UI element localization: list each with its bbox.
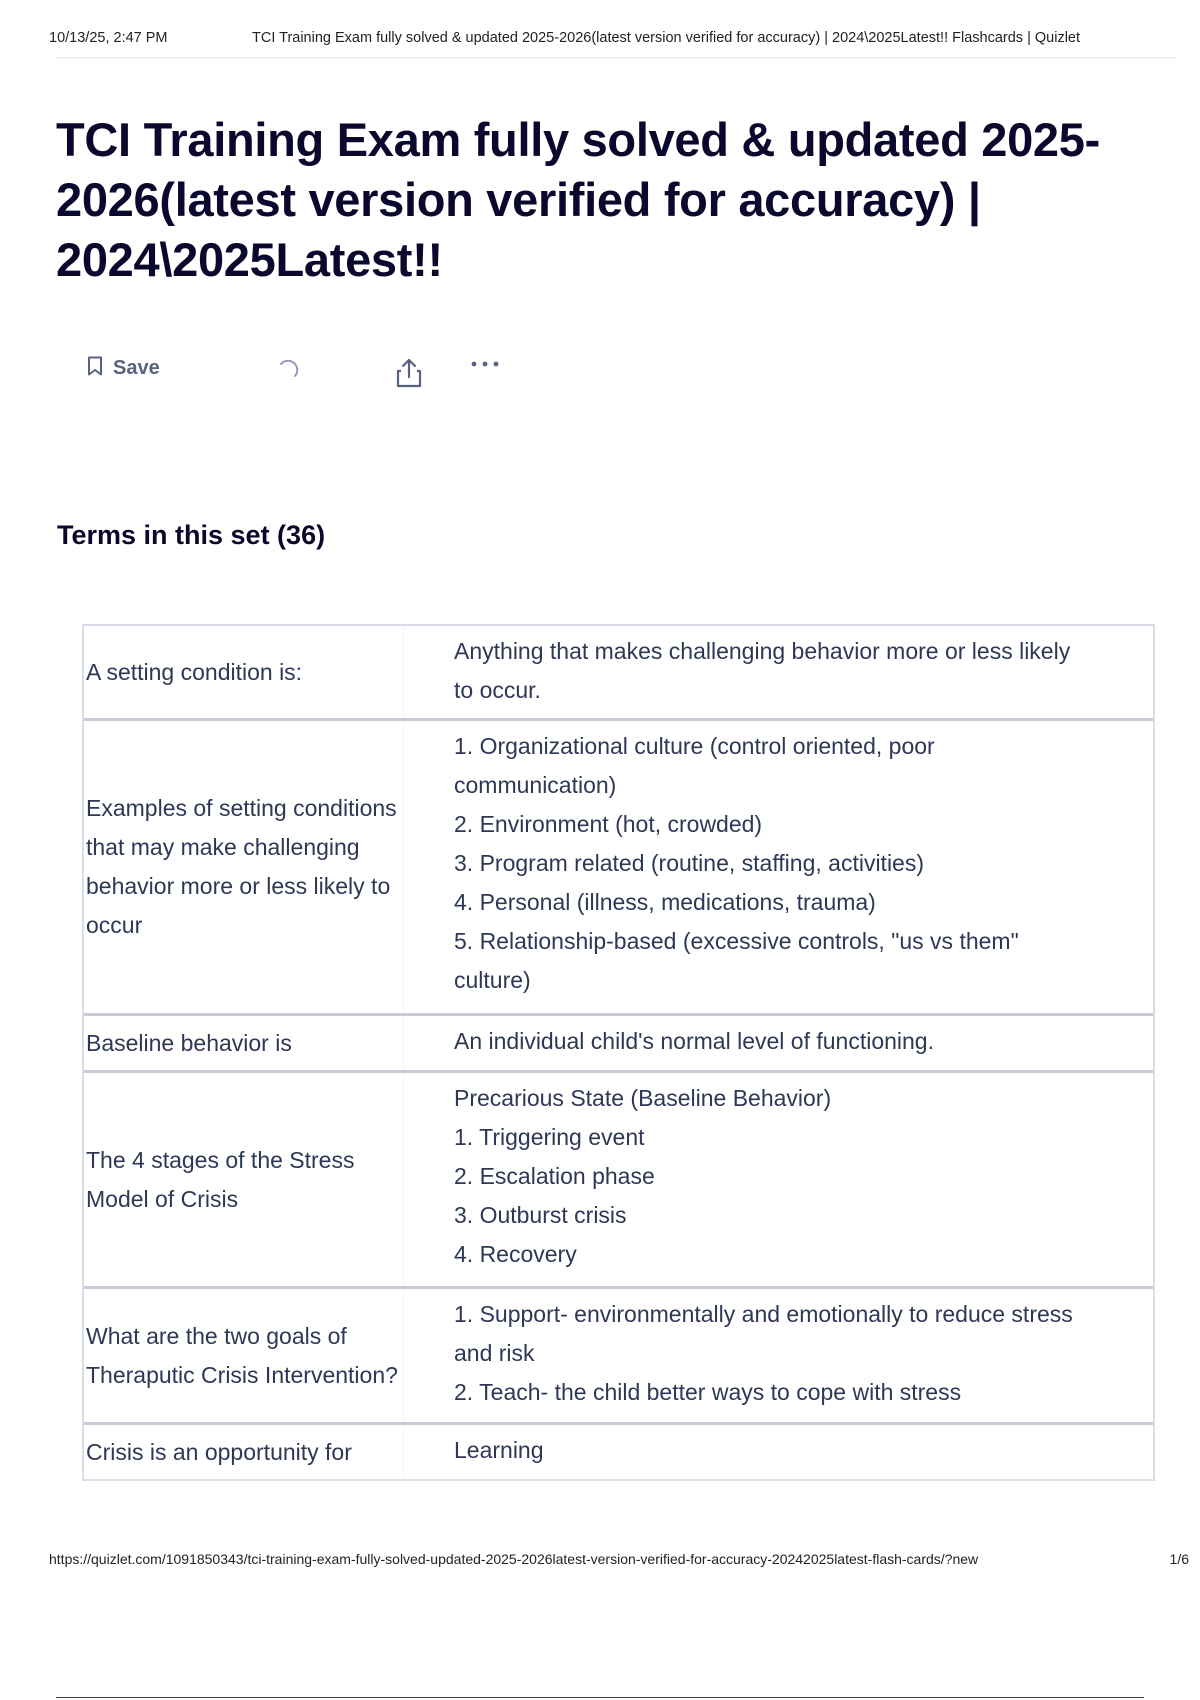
- definition-cell: Anything that makes challenging behavior more or less likely to occur.: [454, 638, 1071, 703]
- term-cell: What are the two goals of Theraputic Crisis Intervention?: [84, 1289, 404, 1422]
- table-row: [84, 1013, 1153, 1070]
- share-button[interactable]: [396, 358, 422, 393]
- table-row: [84, 1286, 1153, 1422]
- more-icon: [470, 356, 500, 374]
- print-footer: [49, 1551, 1189, 1567]
- bookmark-icon: [87, 356, 103, 381]
- definition-cell: Precarious State (Baseline Behavior) 1. Triggering event 2. Escalation phase 3. Outburst crisis 4. Recovery: [454, 1085, 832, 1267]
- share-icon: [396, 358, 422, 393]
- terms-table: [82, 624, 1155, 1481]
- bottom-divider: [56, 1697, 1144, 1698]
- terms-heading: Terms in this set (36): [57, 520, 326, 550]
- table-row: [84, 718, 1153, 1013]
- table-row: [84, 1070, 1153, 1286]
- term-cell: Baseline behavior is: [84, 1016, 404, 1070]
- term-cell: Crisis is an opportunity for: [84, 1425, 404, 1479]
- definition-cell: Learning: [454, 1437, 544, 1463]
- term-cell: Examples of setting conditions that may make challenging behavior more or less likely to occur: [84, 721, 404, 1013]
- page-number: 1/6: [1169, 1551, 1189, 1567]
- definition-cell: An individual child's normal level of functioning.: [454, 1028, 934, 1054]
- page-url: https://quizlet.com/1091850343/tci-training-exam-fully-solved-updated-2025-2026latest-version-verified-for-accuracy-20242025latest-flash-cards/?new: [49, 1551, 979, 1567]
- header-divider: [56, 57, 1176, 59]
- print-document-title: TCI Training Exam fully solved & updated 2025-2026(latest version verified for accuracy) | 2024\2025Latest!! Flashcards | Quizlet: [252, 30, 1081, 46]
- save-button[interactable]: [87, 356, 160, 381]
- page-title: TCI Training Exam fully solved & updated 2025-2026(latest version verified for accuracy) | 2024\2025Latest!!: [56, 113, 1100, 286]
- print-timestamp: 10/13/25, 2:47 PM: [49, 30, 168, 46]
- table-row: [84, 626, 1153, 718]
- definition-cell: 1. Organizational culture (control oriented, poor communication) 2. Environment (hot, crowded) 3. Program related (routine, staffing, activities) 4. Personal (illness, medications, trauma) 5. Relationship-based (excessive controls, "us vs them" culture): [454, 733, 1019, 993]
- more-options-button[interactable]: [470, 356, 500, 374]
- term-cell: A setting condition is:: [84, 626, 404, 718]
- table-row: [84, 1422, 1153, 1479]
- save-label: Save: [113, 357, 160, 379]
- loading-spinner-icon: [277, 360, 299, 384]
- definition-cell: 1. Support- environmentally and emotionally to reduce stress and risk 2. Teach- the child better ways to cope with stress: [454, 1301, 1073, 1405]
- term-cell: The 4 stages of the Stress Model of Crisis: [84, 1073, 404, 1286]
